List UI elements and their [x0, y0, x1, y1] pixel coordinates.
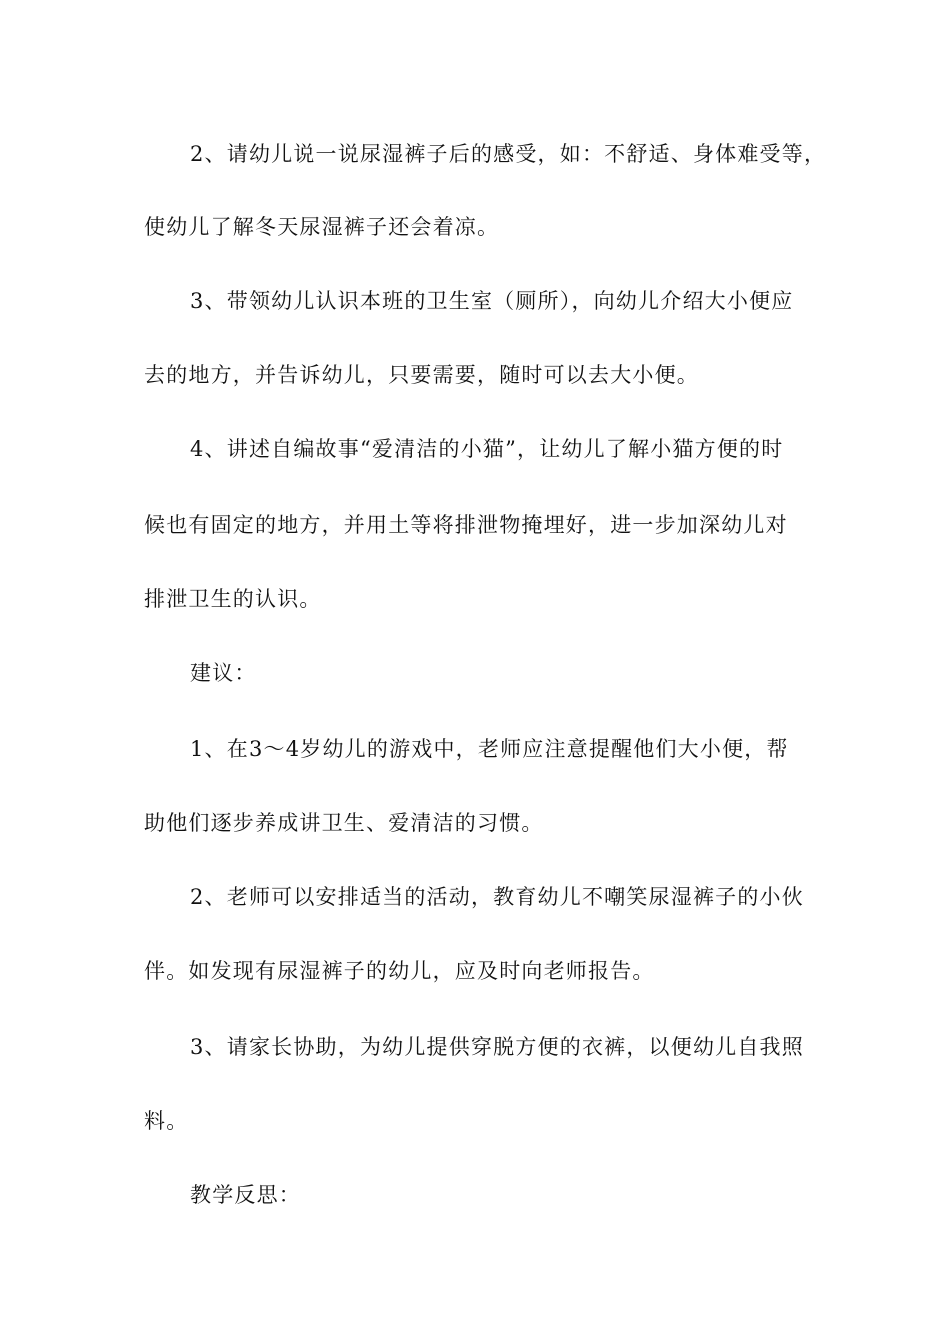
text-line: 排泄卫生的认识。 — [144, 587, 322, 611]
text-line: 伴。如发现有尿湿裤子的幼儿，应及时向老师报告。 — [144, 959, 655, 983]
text-line: 助他们逐步养成讲卫生、爱清洁的习惯。 — [144, 811, 544, 835]
section-heading: 建议： — [190, 661, 257, 685]
text-line: 4、讲述自编故事“爱清洁的小猫”，让幼儿了解小猫方便的时 — [190, 437, 784, 461]
text-line: 候也有固定的地方，并用土等将排泄物掩埋好，进一步加深幼儿对 — [144, 513, 788, 537]
text-line: 使幼儿了解冬天尿湿裤子还会着凉。 — [144, 215, 500, 239]
text-line: 3、带领幼儿认识本班的卫生室（厕所），向幼儿介绍大小便应 — [190, 289, 794, 313]
text-line: 料。 — [144, 1109, 189, 1133]
text-line: 1、在3～4岁幼儿的游戏中，老师应注意提醒他们大小便，帮 — [190, 737, 789, 761]
section-heading: 教学反思： — [190, 1183, 301, 1207]
text-line: 3、请家长协助，为幼儿提供穿脱方便的衣裤，以便幼儿自我照 — [190, 1035, 804, 1059]
text-line: 2、请幼儿说一说尿湿裤子后的感受，如：不舒适、身体难受等， — [190, 142, 827, 166]
text-line: 2、老师可以安排适当的活动，教育幼儿不嘲笑尿湿裤子的小伙 — [190, 885, 804, 909]
text-line: 去的地方，并告诉幼儿，只要需要，随时可以去大小便。 — [144, 363, 699, 387]
